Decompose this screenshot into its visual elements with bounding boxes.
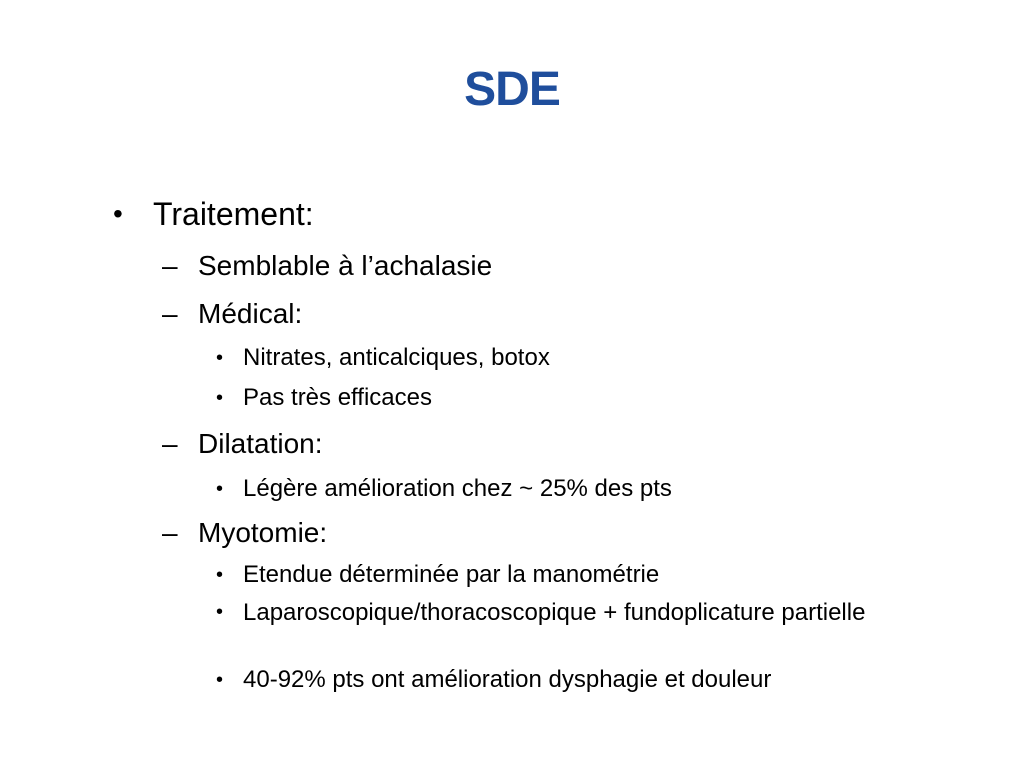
dash-marker: – xyxy=(162,298,178,329)
bullet-text: Traitement: xyxy=(153,196,314,232)
item-text: Légère amélioration chez ~ 25% des pts xyxy=(243,475,672,502)
item-text: Etendue déterminée par la manométrie xyxy=(243,561,660,588)
subbullet-text: Médical: xyxy=(198,298,303,329)
dash-marker: – xyxy=(162,250,178,281)
subbullet-semblable xyxy=(162,252,492,280)
item-text: Pas très efficaces xyxy=(243,384,432,411)
item-text: 40-92% pts ont amélioration dysphagie et douleur xyxy=(243,666,772,693)
subbullet-myotomie xyxy=(162,519,327,547)
item-legere-amelioration xyxy=(216,477,672,501)
item-40-92-pts xyxy=(216,668,771,692)
subbullet-dilatation xyxy=(162,430,323,458)
item-text: Laparoscopique/thoracoscopique + fundoplicature partielle xyxy=(243,599,866,626)
dash-marker: – xyxy=(162,517,178,548)
bullet-marker: • xyxy=(216,669,224,691)
subbullet-text: Dilatation: xyxy=(198,428,323,459)
bullet-marker: • xyxy=(113,198,123,229)
item-text: Nitrates, anticalciques, botox xyxy=(243,344,550,371)
dash-marker: – xyxy=(162,428,178,459)
bullet-marker: • xyxy=(216,564,224,586)
item-laparoscopique xyxy=(216,600,923,626)
bullet-marker: • xyxy=(216,478,224,500)
slide-title: SDE xyxy=(464,63,560,116)
subbullet-medical xyxy=(162,300,302,328)
subbullet-text: Myotomie: xyxy=(198,517,328,548)
bullet-marker: • xyxy=(216,601,224,623)
bullet-marker: • xyxy=(216,387,224,409)
item-etendue xyxy=(216,563,659,587)
item-pas-tres-efficaces xyxy=(216,386,432,410)
item-nitrates xyxy=(216,346,550,370)
subbullet-text: Semblable à l’achalasie xyxy=(198,250,493,281)
bullet-traitement xyxy=(113,198,314,230)
bullet-marker: • xyxy=(216,347,224,369)
